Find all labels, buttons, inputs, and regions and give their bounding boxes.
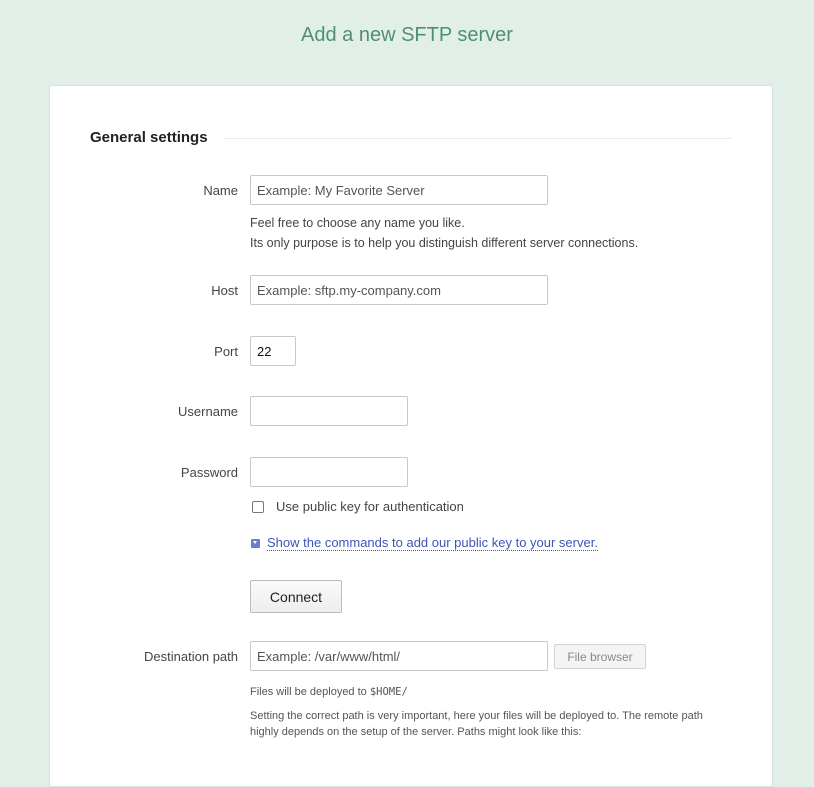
password-label: Password [180, 465, 238, 480]
destination-path-input[interactable] [250, 641, 548, 671]
password-input[interactable] [250, 457, 408, 487]
public-key-option[interactable] [252, 499, 464, 514]
public-key-checkbox-label: Use public key for authentication [276, 499, 464, 514]
name-help-line-1: Feel free to choose any name you like. [250, 216, 465, 230]
destination-path-label: Destination path [144, 649, 238, 664]
host-input[interactable] [250, 275, 548, 305]
name-input[interactable] [250, 175, 548, 205]
deploy-location-path: $HOME/ [369, 686, 408, 698]
expand-triangle-icon [251, 539, 260, 548]
deploy-location-prefix: Files will be deployed to [250, 686, 370, 698]
section-heading [90, 129, 732, 149]
server-form-card [49, 85, 773, 787]
host-label: Host [211, 283, 238, 298]
page-title: Add a new SFTP server [301, 24, 513, 46]
port-input[interactable] [250, 336, 296, 366]
file-browser-button[interactable]: File browser [554, 644, 646, 669]
name-label: Name [203, 183, 238, 198]
port-label: Port [214, 344, 238, 359]
public-key-checkbox[interactable] [252, 501, 264, 513]
username-label: Username [178, 404, 238, 419]
destination-path-importance-note: Setting the correct path is very important, here your files will be deployed to. The remote path highly depends on the setup of the server. Paths might look like this: [250, 710, 703, 738]
show-commands-toggle[interactable] [251, 535, 598, 551]
section-heading-text: General settings [90, 129, 224, 146]
deploy-location-note [250, 684, 730, 700]
name-help-line-2: Its only purpose is to help you distinguish different server connections. [250, 236, 639, 250]
username-input[interactable] [250, 396, 408, 426]
show-commands-link[interactable]: Show the commands to add our public key to your server. [267, 535, 598, 550]
connect-button[interactable]: Connect [250, 580, 342, 613]
